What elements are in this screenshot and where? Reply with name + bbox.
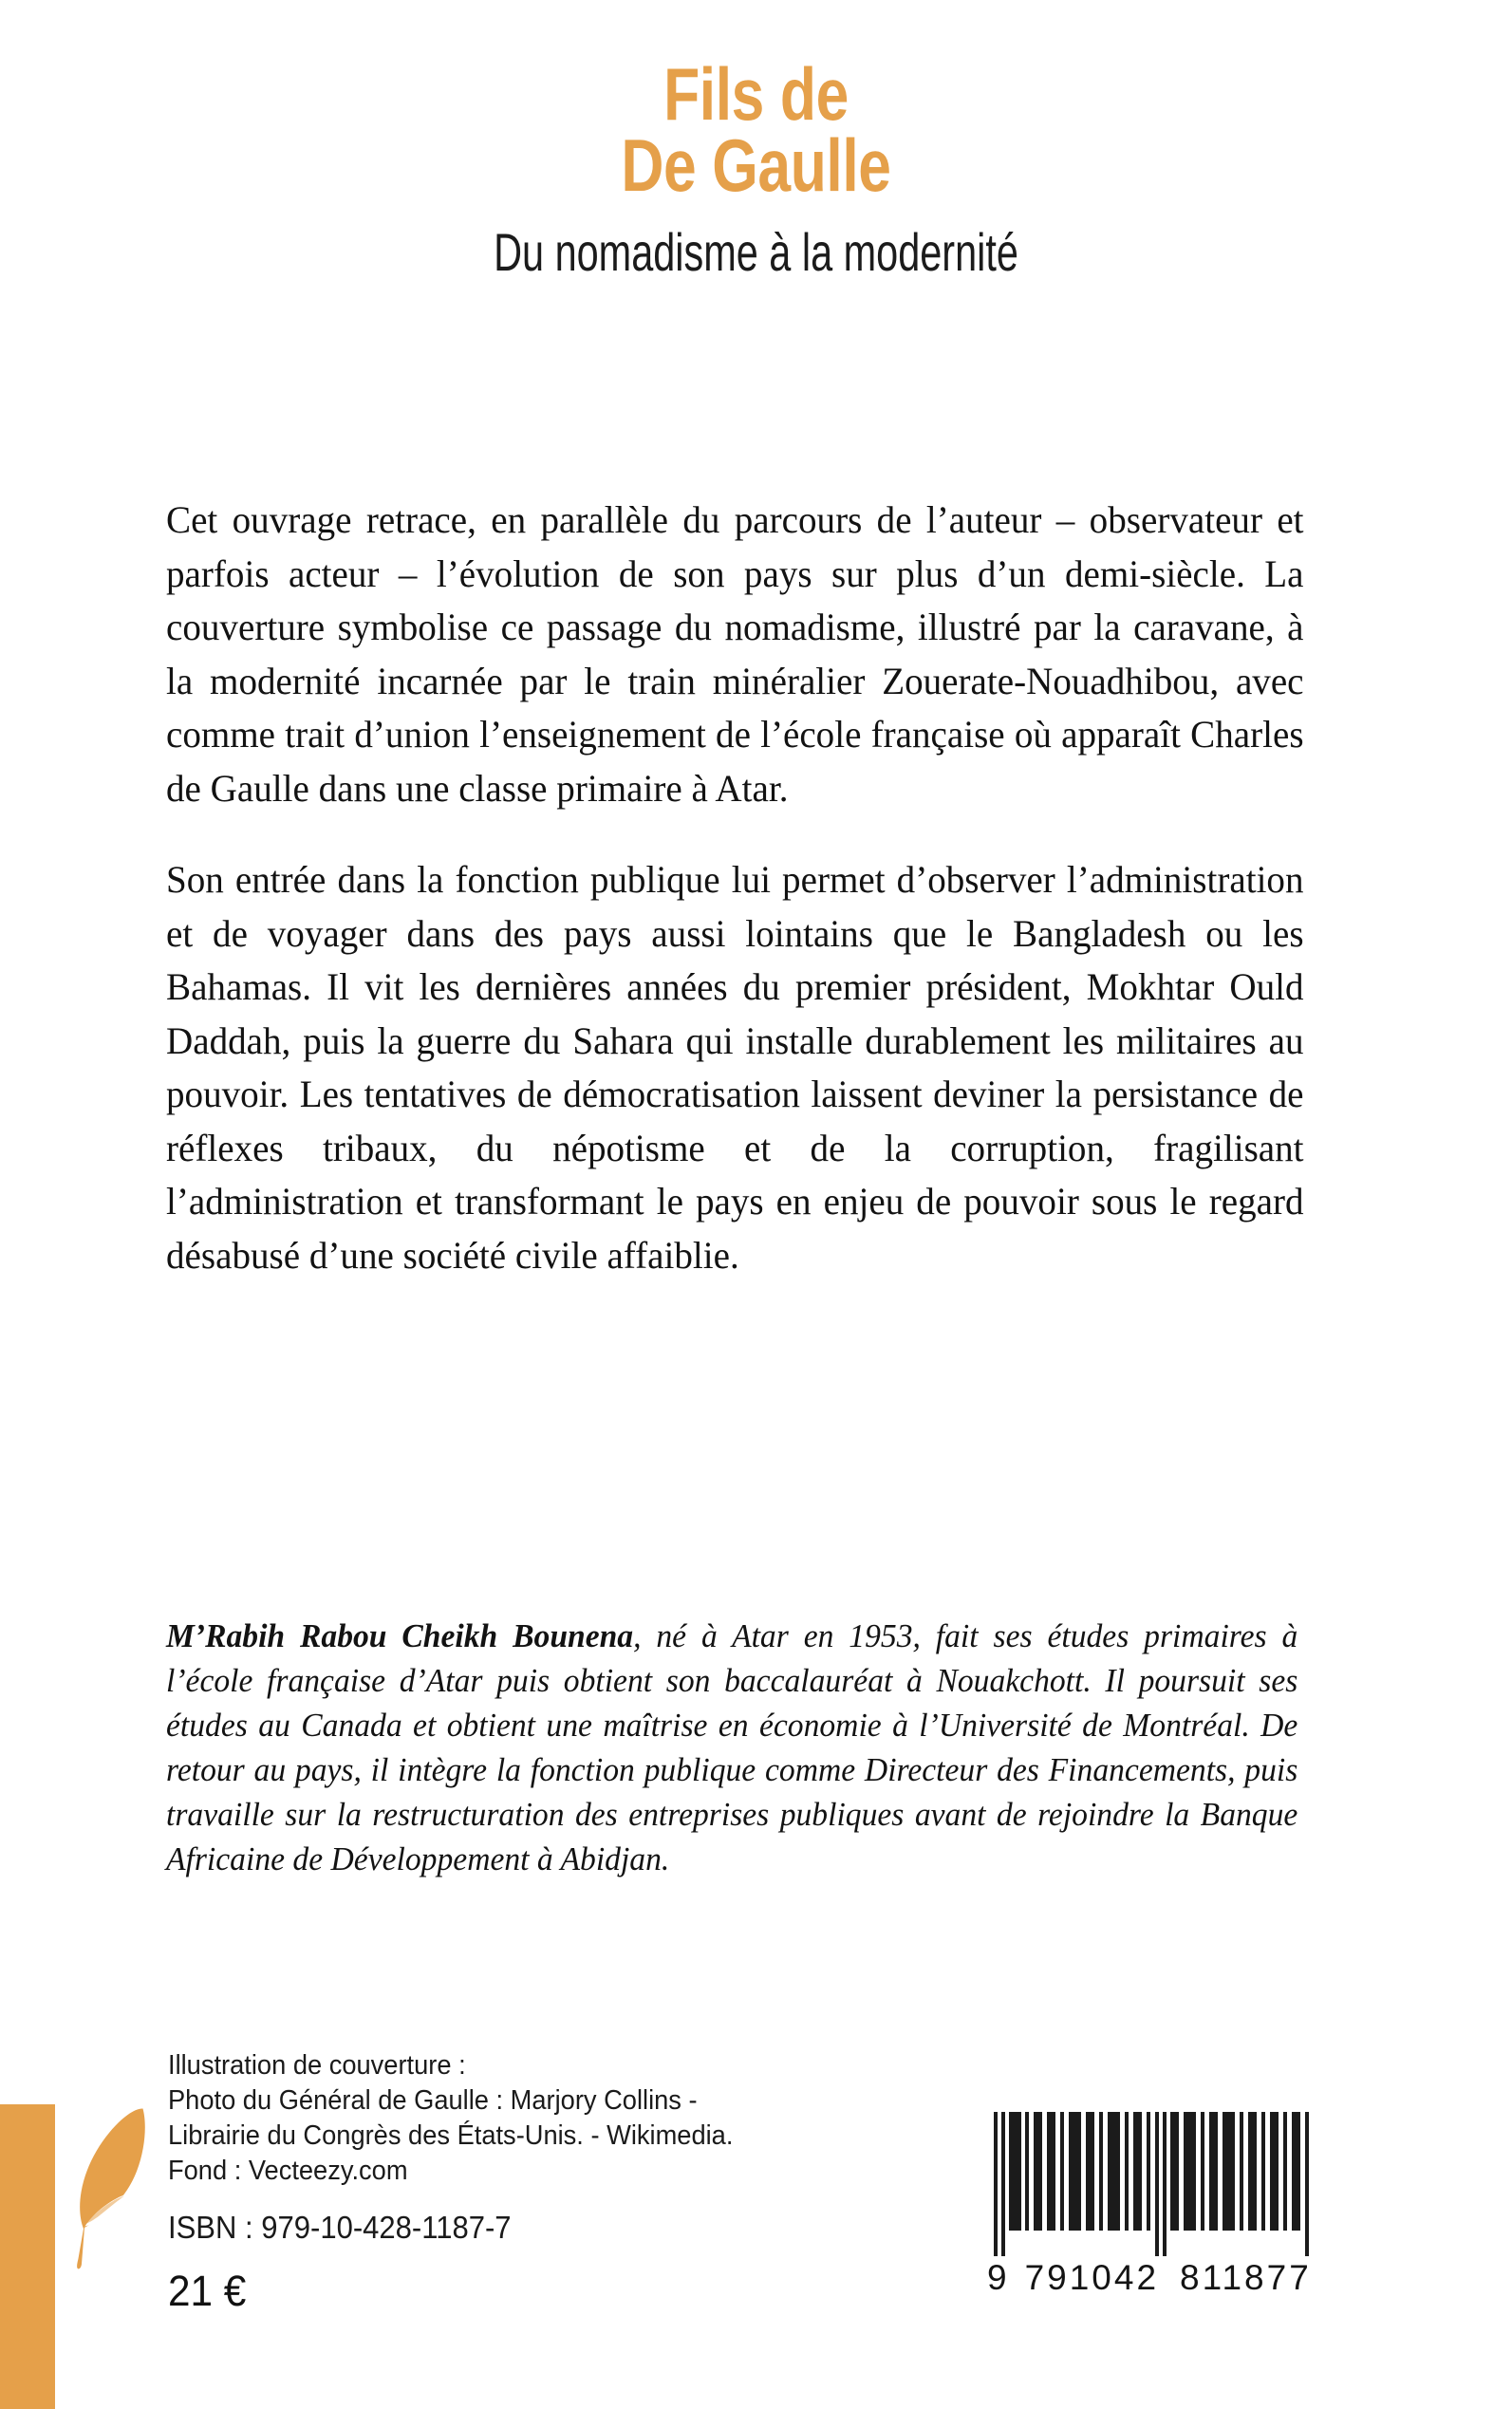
feather-quill-icon [68, 2101, 156, 2272]
book-title-line-2: De Gaulle [621, 122, 891, 207]
blurb-block [166, 494, 1345, 1282]
barcode-digits [987, 2258, 1319, 2298]
author-biography-block [166, 1614, 1345, 1881]
title-block [0, 52, 1512, 282]
orange-left-bar [0, 2104, 55, 2409]
credits-line-4: Fond : Vecteezy.com [168, 2156, 408, 2186]
barcode-right-group: 811877 [1180, 2258, 1312, 2297]
isbn-text: ISBN : 979-10-428-1187-7 [168, 2210, 512, 2245]
credits-line-1: Illustration de couverture : [168, 2050, 466, 2081]
book-title-line-1: Fils de [663, 52, 849, 136]
credits-line-3: Librairie du Congrès des États-Unis. - Wikimedia. [168, 2120, 734, 2151]
author-biography [166, 1614, 1297, 1881]
blurb-paragraph-1: Cet ouvrage retrace, en parallèle du parcours de l’auteur – observateur et parfois acteur – l’évolution de son pays sur plus d’un demi-siècle. La couverture symbolise ce passage du nomadisme, illustré par la caravane, à la modernité incarnée par le train minéralier Zouerate-Nouadhibou, avec comme trait d’union l’enseignement de l’école française où apparaît Charles de Gaulle dans une classe primaire à Atar. [166, 498, 1304, 810]
book-subtitle: Du nomadisme à la modernité [494, 221, 1018, 282]
price-text: 21 € [168, 2267, 247, 2315]
barcode-bars [994, 2112, 1313, 2256]
cover-credits [168, 2048, 733, 2189]
barcode-lead-digit: 9 [987, 2258, 1010, 2297]
author-name: M’Rabih Rabou Cheikh Bounena [166, 1617, 634, 1654]
credits-line-2: Photo du Général de Gaulle : Marjory Collins - [168, 2085, 698, 2116]
author-biography-text: , né à Atar en 1953, fait ses études primaires à l’école française d’Atar puis obtient son baccalauréat à Nouakchott. Il poursuit ses études au Canada et obtient une maîtrise en économie à l’Université de Montréal. De retour au pays, il intègre la fonction publique comme Directeur des Financements, puis travaille sur la restructuration des entreprises publiques avant de rejoindre la Banque Africaine de Développement à Abidjan. [166, 1617, 1298, 1877]
barcode-left-group: 791042 [1024, 2258, 1160, 2297]
barcode [987, 2112, 1319, 2354]
blurb-paragraph-2: Son entrée dans la fonction publique lui permet d’observer l’administration et de voyager dans des pays aussi lointains que le Bangladesh ou les Bahamas. Il vit les dernières années du premier président, Mokhtar Ould Daddah, puis la guerre du Sahara qui installe durablement les militaires au pouvoir. Les tentatives de démocratisation laissent deviner la persistance de réflexes tribaux, du népotisme et de la corruption, fragilisant l’administration et transformant le pays en enjeu de pouvoir sous le regard désabusé d’une société civile affaiblie. [166, 858, 1304, 1277]
